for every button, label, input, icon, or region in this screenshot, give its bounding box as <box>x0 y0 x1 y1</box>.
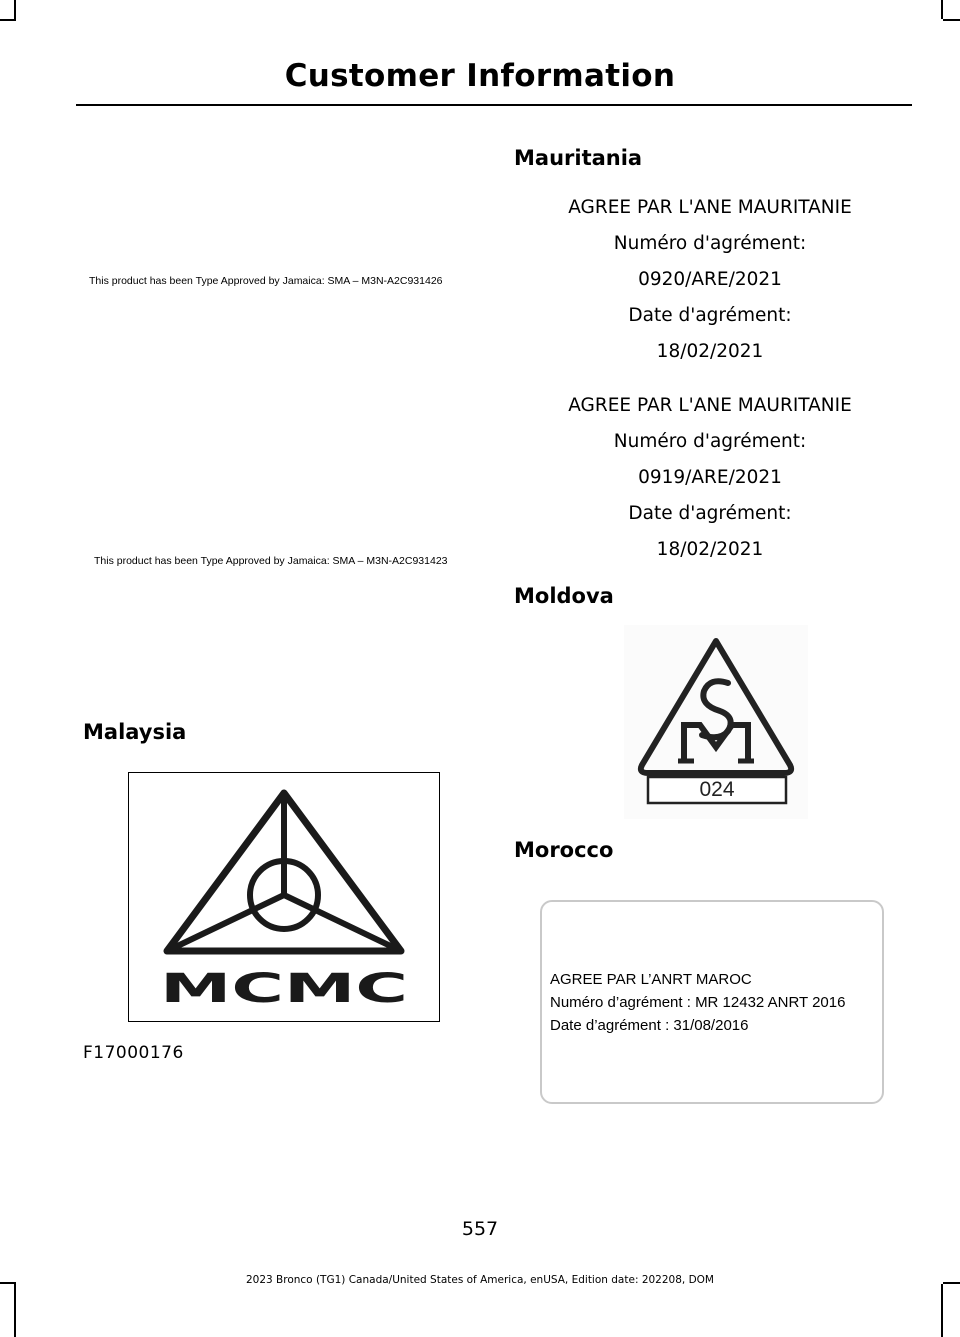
page-number: 557 <box>461 1218 499 1240</box>
mauritania-approval-block <box>510 388 910 568</box>
crop-mark <box>0 19 16 21</box>
approval-date-label: Date d'agrément: <box>628 305 792 326</box>
moldova-heading: Moldova <box>514 584 614 608</box>
figure-id: F17000176 <box>83 1043 184 1063</box>
edition-footer: 2023 Bronco (TG1) Canada/United States of America, enUSA, Edition date: 202208, DOM <box>245 1274 714 1286</box>
morocco-line: AGREE PAR L’ANRT MAROC <box>550 971 752 988</box>
approval-number-label: Numéro d'agrément: <box>613 431 807 452</box>
approval-date-label: Date d'agrément: <box>628 503 792 524</box>
morocco-line: Date d’agrément : 31/08/2016 <box>550 1017 749 1034</box>
mcmc-logo-text: MCMC <box>160 969 408 1009</box>
jamaica-approval-note: This product has been Type Approved by Jamaica: SMA – M3N-A2C931426 <box>89 275 443 287</box>
sm-mark-number: 024 <box>699 778 735 801</box>
agency-line: AGREE PAR L'ANE MAURITANIE <box>568 197 852 218</box>
approval-number-label: Numéro d'agrément: <box>613 233 807 254</box>
malaysia-heading: Malaysia <box>83 720 187 744</box>
crop-mark <box>14 0 16 19</box>
mauritania-approval-block <box>510 190 910 370</box>
morocco-approval-label <box>540 900 884 1104</box>
mcmc-logo <box>128 772 440 1022</box>
mcmc-logo-wordmark <box>129 969 439 1009</box>
crop-mark <box>14 1284 16 1337</box>
mauritania-heading: Mauritania <box>514 146 643 170</box>
agency-line: AGREE PAR L'ANE MAURITANIE <box>568 395 852 416</box>
crop-mark <box>943 19 960 21</box>
morocco-heading: Morocco <box>514 838 614 862</box>
crop-mark <box>941 1284 943 1337</box>
page-title: Customer Information <box>284 58 676 94</box>
morocco-line: Numéro d’agrément : MR 12432 ANRT 2016 <box>550 994 846 1011</box>
morocco-approval-text <box>550 968 845 1037</box>
moldova-sm-mark <box>624 625 808 819</box>
approval-number: 0919/ARE/2021 <box>638 467 782 488</box>
approval-date: 18/02/2021 <box>656 539 764 560</box>
title-divider <box>76 104 912 106</box>
approval-number: 0920/ARE/2021 <box>638 269 782 290</box>
approval-date: 18/02/2021 <box>656 341 764 362</box>
jamaica-approval-note: This product has been Type Approved by Jamaica: SMA – M3N-A2C931423 <box>94 555 448 567</box>
crop-mark <box>941 0 943 19</box>
